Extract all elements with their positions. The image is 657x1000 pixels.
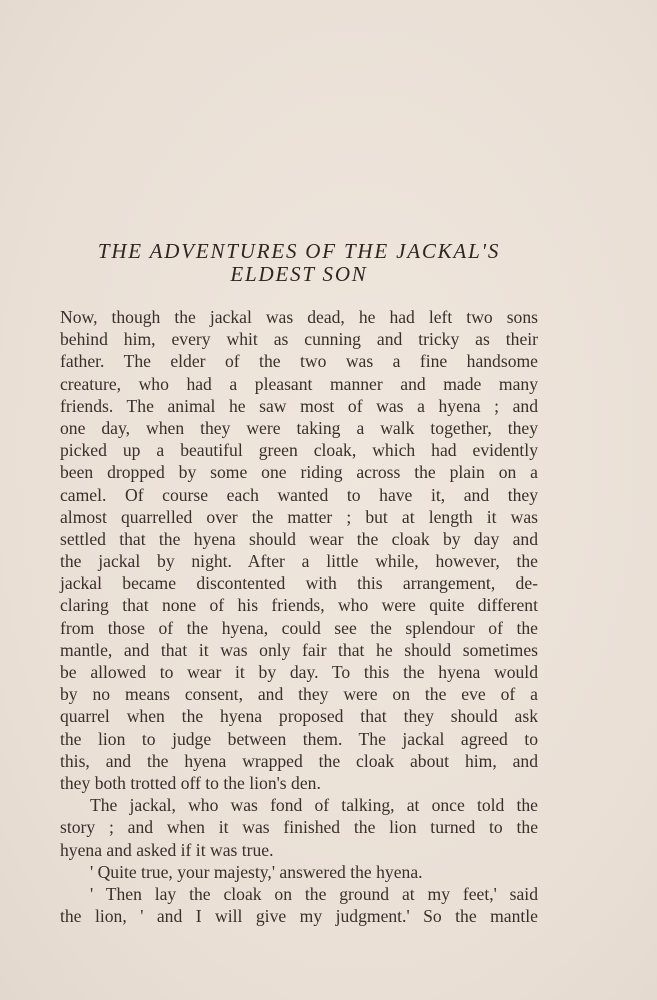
- text-line: jackal became discontented with this arrangement, de-: [60, 573, 538, 594]
- text-line: by no means consent, and they were on the eve of a: [60, 684, 538, 705]
- paragraph: [60, 883, 538, 927]
- text-line: ' Then lay the cloak on the ground at my feet,' said: [90, 883, 538, 904]
- text-line: the lion to judge between them. The jackal agreed to: [60, 728, 538, 749]
- paragraph: [60, 306, 538, 794]
- text-line: be allowed to wear it by day. To this the hyena would: [60, 662, 538, 682]
- text-line: the lion, ' and I will give my judgment.' So the mantle: [60, 906, 538, 927]
- text-line: camel. Of course each wanted to have it, and they: [60, 484, 538, 505]
- text-line: this, and the hyena wrapped the cloak about him, and: [60, 750, 538, 771]
- text-line: one day, when they were taking a walk together, they: [60, 417, 538, 438]
- body-text: [60, 306, 538, 927]
- paragraph: [60, 861, 538, 883]
- text-line: they both trotted off to the lion's den.: [60, 772, 321, 793]
- text-line: quarrel when the hyena proposed that they should ask: [60, 706, 538, 727]
- text-line: Now, though the jackal was dead, he had left two sons: [60, 307, 538, 327]
- text-line: father. The elder of the two was a fine handsome: [60, 351, 538, 372]
- text-line: story ; and when it was finished the lion turned to the: [60, 817, 538, 838]
- chapter-title-line-2: ELDEST SON: [230, 262, 368, 286]
- text-line: been dropped by some one riding across the plain on a: [60, 462, 538, 483]
- text-line: The jackal, who was fond of talking, at once told the: [90, 795, 538, 816]
- paragraph: [60, 794, 538, 861]
- text-line: friends. The animal he saw most of was a hyena ; and: [60, 395, 538, 416]
- chapter-title-line-1: THE ADVENTURES OF THE JACKAL'S: [97, 239, 501, 263]
- text-line: claring that none of his friends, who were quite different: [60, 595, 538, 616]
- text-line: from those of the hyena, could see the splendour of the: [60, 617, 538, 638]
- text-line: behind him, every whit as cunning and tricky as their: [60, 329, 538, 350]
- text-line: creature, who had a pleasant manner and made many: [60, 373, 538, 394]
- text-line: picked up a beautiful green cloak, which had evidently: [60, 440, 538, 461]
- text-line: hyena and asked if it was true.: [60, 839, 274, 860]
- text-line: almost quarrelled over the matter ; but at length it was: [60, 506, 538, 527]
- text-line: ' Quite true, your majesty,' answered the hyena.: [90, 861, 423, 882]
- text-line: settled that the hyena should wear the cloak by day and: [60, 528, 538, 549]
- text-line: the jackal by night. After a little while, however, the: [60, 551, 538, 572]
- text-line: mantle, and that it was only fair that he should sometimes: [60, 639, 538, 660]
- chapter-title: [60, 240, 538, 286]
